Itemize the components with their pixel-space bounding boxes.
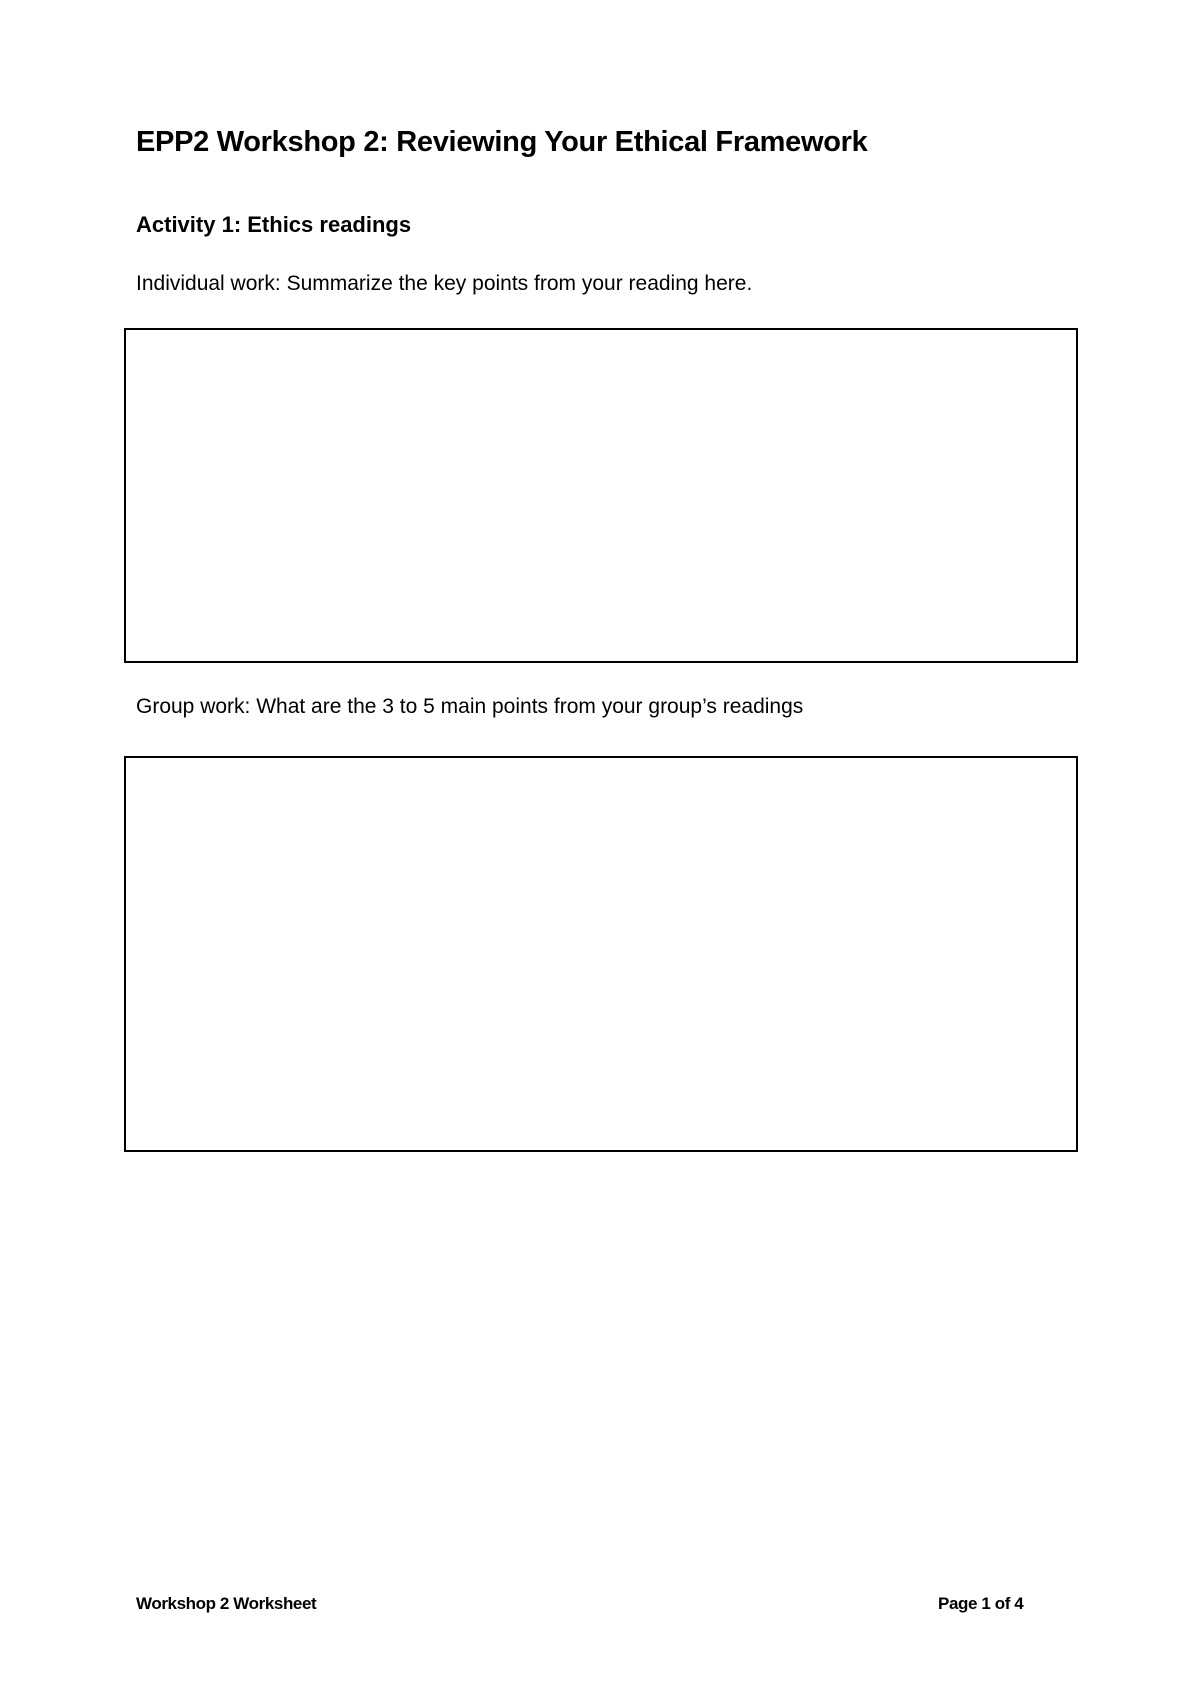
individual-work-prompt: Individual work: Summarize the key points from your reading here. bbox=[136, 272, 753, 295]
activity-heading: Activity 1: Ethics readings bbox=[136, 212, 412, 237]
footer-document-name: Workshop 2 Worksheet bbox=[136, 1594, 317, 1613]
group-work-answer-box[interactable] bbox=[124, 756, 1078, 1152]
footer-page-number: Page 1 of 4 bbox=[938, 1594, 1024, 1613]
group-work-prompt: Group work: What are the 3 to 5 main points from your group’s readings bbox=[136, 695, 804, 718]
individual-work-answer-box[interactable] bbox=[124, 328, 1078, 663]
page-title: EPP2 Workshop 2: Reviewing Your Ethical Framework bbox=[136, 126, 868, 158]
